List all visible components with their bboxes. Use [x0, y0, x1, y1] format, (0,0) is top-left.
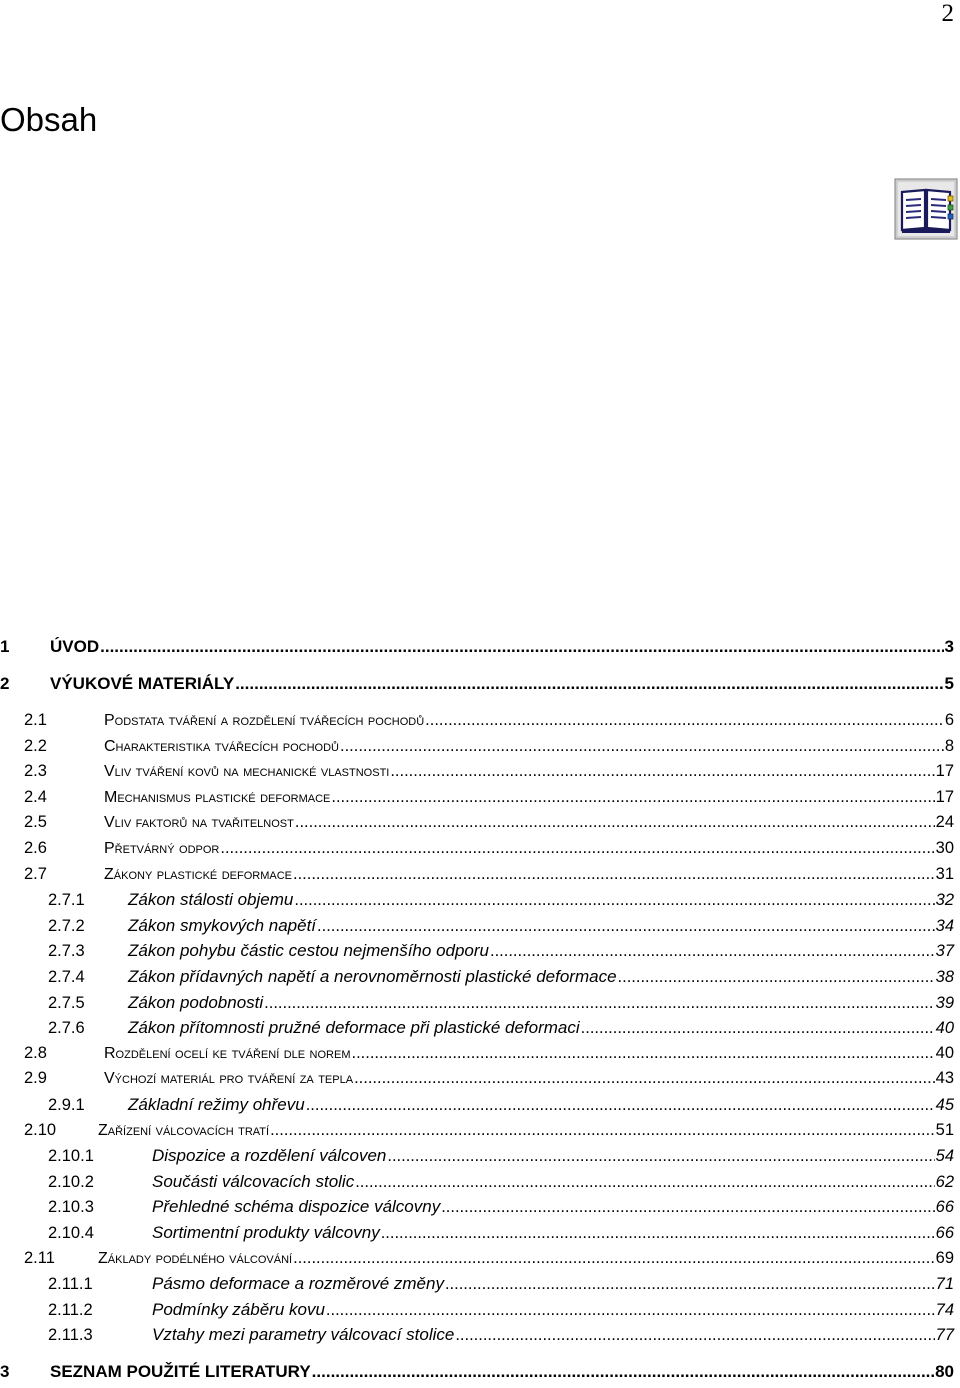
- toc-entry-page: 5: [944, 674, 954, 693]
- toc-entry-page: 45: [935, 1096, 954, 1114]
- toc-entry-number: 2.7.4: [48, 968, 85, 986]
- toc-entry[interactable]: [0, 1121, 954, 1147]
- toc-entry-number: 3: [0, 1362, 10, 1382]
- toc-entry-page: 31: [935, 864, 954, 883]
- toc-entry-page: 30: [935, 839, 954, 857]
- toc-entry[interactable]: [0, 1069, 954, 1095]
- toc-entry[interactable]: [0, 1325, 954, 1351]
- toc-entry-page: 69: [935, 1248, 954, 1267]
- toc-entry-page: 39: [935, 993, 954, 1012]
- toc-entry-number: 2.10: [24, 1120, 57, 1139]
- toc-entry-number: 2.1: [24, 711, 47, 729]
- toc-entry[interactable]: [0, 916, 954, 942]
- toc-entry-leader: [390, 762, 934, 781]
- toc-entry-leader: [354, 1069, 935, 1088]
- toc-entry[interactable]: [0, 1044, 954, 1070]
- toc-entry[interactable]: [0, 1146, 954, 1172]
- toc-entry-leader: [294, 891, 934, 910]
- toc-entry-leader: [295, 813, 935, 832]
- toc-entry-leader: [387, 1147, 934, 1166]
- toc-entry[interactable]: [0, 788, 954, 814]
- toc-entry-leader: [355, 1173, 934, 1192]
- toc-entry-leader: [425, 711, 944, 730]
- toc-entry-page: 43: [935, 1069, 954, 1088]
- toc-entry-page: 17: [935, 787, 954, 806]
- toc-entry-number: 2.2: [24, 736, 47, 755]
- toc-entry-number: 2.11.1: [48, 1275, 93, 1294]
- toc-entry-title: Mechanismus plastické deformace: [104, 788, 331, 806]
- toc-entry-number: 2.7.6: [48, 1019, 85, 1038]
- toc-entry-page: 40: [935, 1019, 954, 1038]
- toc-entry-title: Zákon přídavných napětí a nerovnoměrnosti plastické deformace: [128, 967, 617, 986]
- toc-entry[interactable]: [0, 1300, 954, 1326]
- toc-entry-leader: [441, 1198, 934, 1217]
- toc-entry-number: 2.10.2: [48, 1172, 94, 1191]
- toc-entry-title: Vztahy mezi parametry válcovací stolice: [152, 1325, 455, 1345]
- toc-entry[interactable]: [0, 890, 954, 916]
- toc-entry-leader: [455, 1326, 934, 1345]
- toc-entry-number: 2: [0, 674, 10, 693]
- toc-entry-number: 2.5: [24, 813, 47, 832]
- toc-entry-leader: [293, 865, 935, 884]
- toc-entry-leader: [235, 674, 943, 694]
- toc-entry-page: 24: [935, 813, 954, 832]
- toc-entry-title: Součásti válcovacích stolic: [152, 1171, 355, 1191]
- toc-entry-number: 2.4: [24, 787, 47, 806]
- toc-entry-number: 2.10.1: [48, 1147, 94, 1166]
- toc-entry[interactable]: [0, 839, 954, 865]
- toc-entry-number: 2.9: [24, 1069, 47, 1088]
- toc-entry-title: Podstata tváření a rozdělení tvářecích pochodů: [104, 712, 425, 729]
- toc-entry-title: Zákon stálosti objemu: [128, 890, 294, 910]
- toc-entry[interactable]: [0, 1362, 954, 1388]
- toc-entry-number: 1: [0, 637, 10, 656]
- toc-entry[interactable]: [0, 865, 954, 891]
- toc-entry-page: 54: [935, 1147, 954, 1166]
- toc-entry-leader: [264, 994, 934, 1013]
- toc-entry-title: Zařízení válcovacích tratí: [98, 1121, 270, 1139]
- toc-entry-page: 34: [935, 916, 954, 935]
- toc-entry[interactable]: [0, 1274, 954, 1300]
- toc-entry-leader: [326, 1301, 935, 1320]
- toc-entry-title: Dispozice a rozdělení válcoven: [152, 1146, 387, 1166]
- page-number: 2: [941, 0, 954, 27]
- toc-entry[interactable]: [0, 637, 954, 663]
- page-title: Obsah: [0, 101, 98, 138]
- toc-entry-number: 2.9.1: [48, 1096, 85, 1114]
- toc-entry-title: Zákon přítomnosti pružné deformace při plastické deformaci: [128, 1018, 580, 1038]
- toc-entry-title: VÝUKOVÉ MATERIÁLY: [50, 674, 235, 693]
- toc-entry-title: Zákon smykových napětí: [128, 915, 317, 935]
- toc-entry-number: 2.10.4: [48, 1224, 94, 1242]
- toc-entry-leader: [618, 968, 935, 987]
- toc-entry[interactable]: [0, 967, 954, 993]
- toc-entry-leader: [331, 788, 934, 807]
- toc-entry-title: Přetvárný odpor: [104, 840, 220, 857]
- toc-entry-title: Rozdělení ocelí ke tváření dle norem: [104, 1044, 351, 1062]
- toc-entry-title: Zákon pohybu částic cestou nejmenšího odporu: [128, 941, 490, 961]
- toc-entry-leader: [100, 637, 943, 657]
- toc-entry-leader: [381, 1224, 935, 1243]
- toc-entry-title: ÚVOD: [50, 637, 100, 656]
- toc-entry-title: Charakteristika tvářecích pochodů: [104, 737, 339, 755]
- toc-entry[interactable]: [0, 762, 954, 788]
- toc-entry[interactable]: [0, 674, 954, 700]
- toc-entry-page: 71: [935, 1275, 954, 1294]
- toc-entry-number: 2.6: [24, 839, 47, 857]
- toc-entry[interactable]: [0, 1095, 954, 1121]
- toc-entry-title: SEZNAM POUŽITÉ LITERATURY: [50, 1362, 311, 1382]
- toc-entry-page: 40: [935, 1043, 954, 1062]
- toc-entry-leader: [340, 737, 944, 756]
- toc-entry-title: Základní režimy ohřevu: [128, 1095, 305, 1114]
- toc-entry-page: 62: [935, 1172, 954, 1191]
- toc-entry-title: Vliv faktorů na tvařitelnost: [104, 814, 294, 832]
- toc-entry-page: 66: [935, 1198, 954, 1217]
- toc-entry-title: Sortimentní produkty válcovny: [152, 1223, 380, 1242]
- toc-entry-title: Zákon podobnosti: [128, 992, 264, 1012]
- toc-entry-page: 77: [935, 1326, 954, 1345]
- toc-entry-number: 2.7.1: [48, 891, 85, 910]
- toc-entry-leader: [293, 1249, 935, 1268]
- toc-entry-leader: [581, 1019, 935, 1038]
- toc-entry-number: 2.7: [24, 864, 47, 883]
- toc-entry-number: 2.7.5: [48, 993, 85, 1012]
- toc-entry-page: 80: [935, 1362, 954, 1382]
- toc-entry[interactable]: [0, 737, 954, 763]
- toc-entry-title: Přehledné schéma dispozice válcovny: [152, 1197, 441, 1217]
- toc-entry-page: 37: [935, 942, 954, 961]
- toc-entry-page: 38: [935, 968, 954, 986]
- toc-entry-number: 2.3: [24, 762, 47, 781]
- toc-entry-page: 66: [935, 1224, 954, 1242]
- toc-entry-title: Vliv tváření kovů na mechanické vlastnosti: [104, 763, 390, 781]
- toc-entry-page: 32: [935, 891, 954, 910]
- toc-entry[interactable]: [0, 1018, 954, 1044]
- toc-entry[interactable]: [0, 813, 954, 839]
- toc-entry-number: 2.10.3: [48, 1198, 94, 1217]
- toc-entry[interactable]: [0, 941, 954, 967]
- toc-entry-number: 2.7.2: [48, 916, 85, 935]
- toc-entry[interactable]: [0, 1172, 954, 1198]
- toc-entry-title: Pásmo deformace a rozměrové změny: [152, 1274, 444, 1294]
- toc-entry-page: 3: [944, 637, 954, 656]
- toc-entry-page: 6: [944, 711, 954, 729]
- toc-entry-title: Výchozí materiál pro tváření za tepla: [104, 1070, 354, 1088]
- toc-entry-number: 2.8: [24, 1043, 47, 1062]
- toc-entry-title: Základy podélného válcování: [98, 1249, 293, 1267]
- toc-entry-page: 51: [935, 1120, 954, 1139]
- toc-entry-title: Zákony plastické deformace: [104, 865, 292, 883]
- toc-entry-number: 2.11: [24, 1248, 55, 1267]
- toc-entry-leader: [306, 1096, 935, 1115]
- toc-entry-leader: [490, 942, 935, 961]
- toc-entry-number: 2.11.3: [48, 1326, 93, 1345]
- toc-entry[interactable]: [0, 1197, 954, 1223]
- toc-entry-page: 8: [944, 736, 954, 755]
- toc-entry-page: 74: [935, 1300, 954, 1319]
- toc-entry-leader: [352, 1044, 935, 1063]
- toc-entry[interactable]: [0, 1223, 954, 1249]
- toc-entry-leader: [270, 1121, 935, 1140]
- toc-entry[interactable]: [0, 993, 954, 1019]
- toc-entry-leader: [312, 1362, 934, 1382]
- toc-entry-title: Podmínky záběru kovu: [152, 1299, 325, 1319]
- toc-entry-number: 2.11.2: [48, 1300, 93, 1319]
- toc-entry-number: 2.7.3: [48, 942, 85, 961]
- toc-entry-leader: [317, 917, 935, 936]
- toc-entry[interactable]: [0, 711, 954, 737]
- toc-entry-page: 17: [935, 762, 954, 781]
- toc-entry-leader: [220, 839, 934, 858]
- toc-entry-leader: [445, 1275, 935, 1294]
- toc-entry[interactable]: [0, 1249, 954, 1275]
